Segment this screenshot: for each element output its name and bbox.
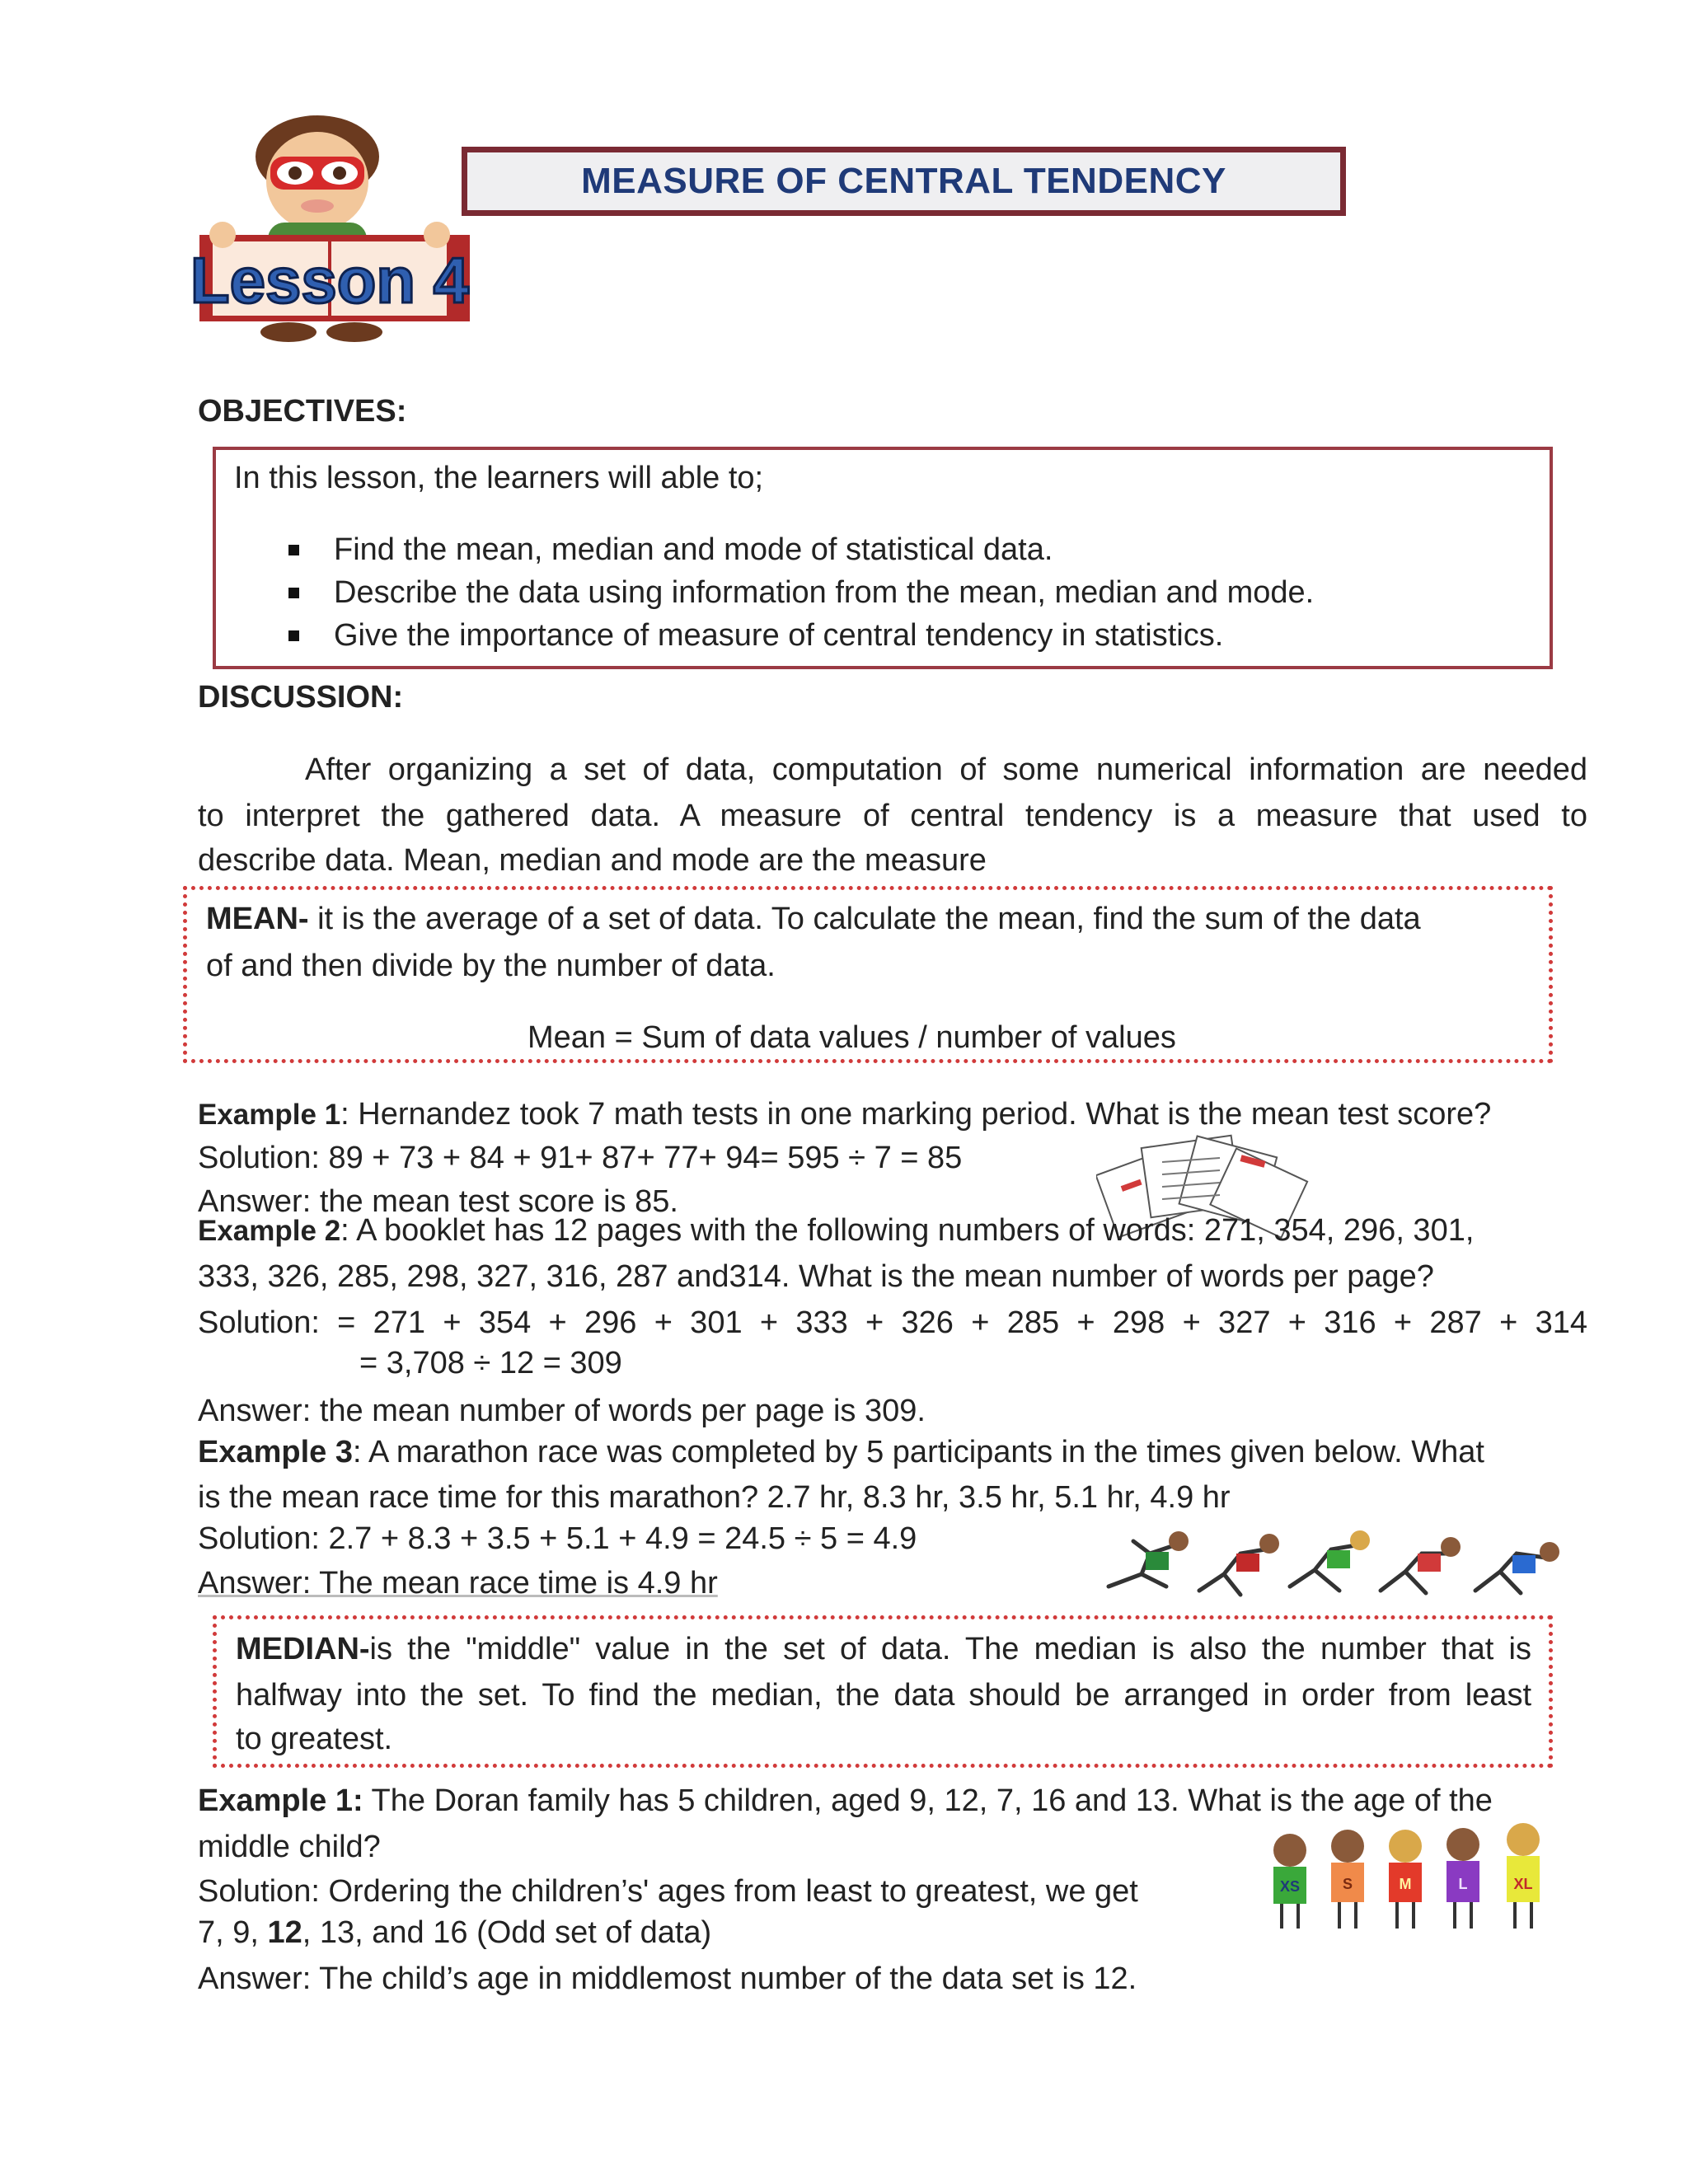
median-definition-text: is the "middle" value in the set of data. The median is also the number that is [369,1632,1531,1666]
shirt-size-m: M [1399,1876,1412,1892]
runners-illustration [1100,1529,1578,1607]
discussion-line: describe data. Mean, median and mode are the measure [198,843,987,878]
objectives-intro: In this lesson, the learners will able to; [234,461,764,495]
example-2-answer: Answer: the mean number of words per page is 309. [198,1394,926,1428]
sequence-end: , 13, and 16 (Odd set of data) [302,1915,712,1950]
objective-item: Give the importance of measure of central tendency in statistics. [334,618,1224,653]
mean-definition-line2: of and then divide by the number of data. [206,949,776,983]
median-example-solution: Solution: Ordering the children’s' ages from least to greatest, we get [198,1874,1138,1909]
median-example-question-cont: middle child? [198,1830,381,1864]
mean-definition-text: it is the average of a set of data. To calculate the mean, find the sum of the data [308,902,1421,936]
example-label: Example 2 [198,1215,341,1247]
example-question-text: : A booklet has 12 pages with the following numbers of words: 271, 354, 296, 301, [340,1213,1475,1248]
lesson-illustration [190,111,470,346]
shirt-size-s: S [1342,1876,1353,1892]
example-question-text: : A marathon race was completed by 5 participants in the times given below. What [353,1435,1484,1469]
reading-boy-icon [190,111,470,346]
shirt-size-xl: XL [1513,1876,1533,1892]
sequence-start: 7, 9, [198,1915,268,1950]
bullet-icon [288,545,299,555]
runners-icon [1100,1529,1578,1607]
example-2-solution-cont: = 3,708 ÷ 12 = 309 [359,1346,622,1380]
median-example-sequence [198,1910,711,1955]
children-icon [1261,1821,1566,1937]
example-question-text: : Hernandez took 7 math tests in one marking period. What is the mean test score? [340,1097,1492,1132]
example-2-question [198,1208,1474,1254]
bullet-icon [288,588,299,598]
children-illustration [1261,1821,1566,1937]
shirt-size-xs: XS [1279,1878,1301,1895]
example-label: Example 3 [198,1435,353,1469]
bullet-icon [288,630,299,641]
example-2-question-cont: 333, 326, 285, 298, 327, 316, 287 and314. What is the mean number of words per page? [198,1259,1434,1294]
sequence-median: 12 [267,1915,302,1950]
example-question-text: The Doran family has 5 children, aged 9, 12, 7, 16 and 13. What is the age of the [363,1783,1493,1818]
discussion-heading: DISCUSSION: [198,680,404,715]
mean-formula: Mean = Sum of data values / number of values [528,1020,1176,1055]
mean-term: MEAN- [206,902,309,936]
example-3-question [198,1430,1484,1474]
title-box [462,147,1346,216]
example-1-solution: Solution: 89 + 73 + 84 + 91+ 87+ 77+ 94= 595 ÷ 7 = 85 [198,1141,963,1175]
median-definition-line [236,1627,1531,1671]
example-3-answer: Answer: The mean race time is 4.9 hr [198,1566,718,1601]
example-3-question-cont: is the mean race time for this marathon? 2.7 hr, 8.3 hr, 3.5 hr, 5.1 hr, 4.9 hr [198,1480,1231,1515]
example-label: Example 1: [198,1783,363,1818]
discussion-line: to interpret the gathered data. A measure of central tendency is a measure that used to [198,799,1587,833]
example-1-answer: Answer: the mean test score is 85. [198,1184,678,1219]
median-term: MEDIAN- [236,1632,370,1666]
objectives-heading: OBJECTIVES: [198,394,407,429]
shirt-size-l: L [1458,1876,1468,1892]
objective-item: Describe the data using information from the mean, median and mode. [334,575,1315,610]
discussion-line: After organizing a set of data, computation of some numerical information are needed [305,752,1587,787]
objective-item: Find the mean, median and mode of statistical data. [334,532,1053,567]
lesson-badge: Lesson 4 [190,244,470,316]
example-3-solution: Solution: 2.7 + 8.3 + 3.5 + 5.1 + 4.9 = 24.5 ÷ 5 = 4.9 [198,1521,917,1556]
median-example-question [198,1779,1493,1823]
median-definition-line3: to greatest. [236,1722,393,1756]
example-label: Example 1 [198,1099,341,1131]
page-title: MEASURE OF CENTRAL TENDENCY [581,161,1226,201]
mean-definition-line [206,897,1421,941]
example-2-solution: Solution: = 271 + 354 + 296 + 301 + 333 + 326 + 285 + 298 + 327 + 316 + 287 + 314 [198,1305,1587,1340]
median-definition-line2: halfway into the set. To find the median, the data should be arranged in order from least [236,1678,1531,1713]
median-example-answer: Answer: The child’s age in middlemost number of the data set is 12. [198,1961,1137,1996]
